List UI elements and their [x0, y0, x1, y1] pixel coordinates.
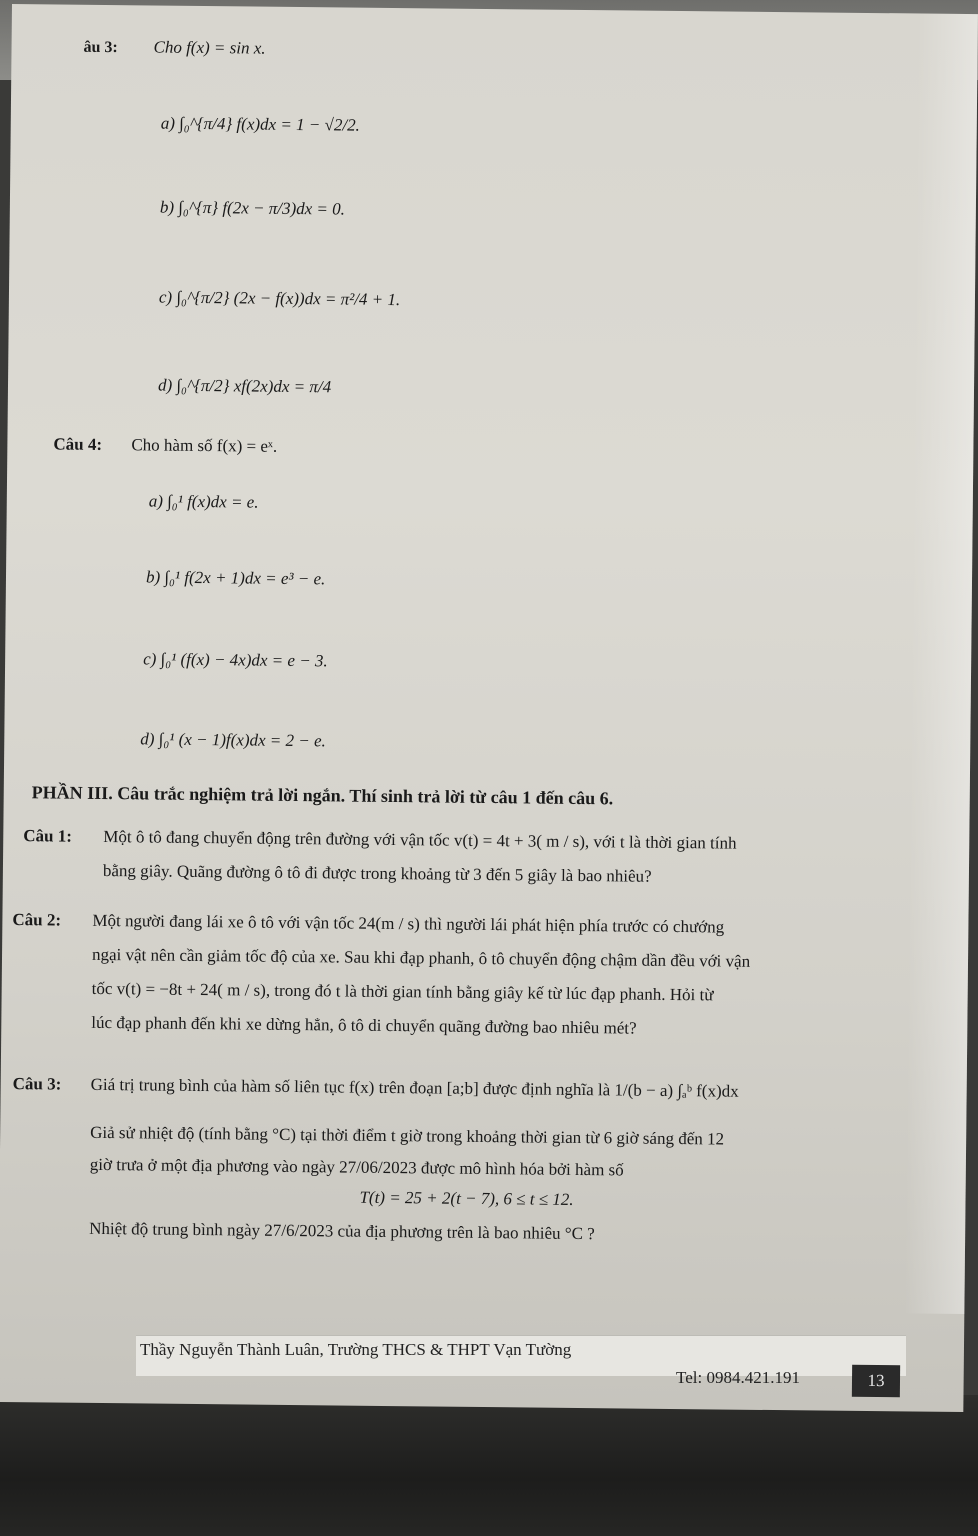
page-edge-highlight — [904, 13, 978, 1314]
footer-author: Thầy Nguyễn Thành Luân, Trường THCS & THPT Vạn Tường — [140, 1340, 572, 1359]
p3-line4: Nhiệt độ trung bình ngày 27/6/2023 của địa phương trên là bao nhiêu °C ? — [89, 1218, 595, 1244]
q4-label: Câu 4: — [53, 434, 103, 454]
p1-line1: Một ô tô đang chuyển động trên đường với vận tốc v(t) = 4t + 3( m / s), với t là thời gian tính — [103, 827, 737, 853]
p3-line2: Giả sử nhiệt độ (tính bằng °C) tại thời điểm t giờ trong khoảng thời gian từ 6 giờ sáng đến 12 — [90, 1122, 725, 1149]
q3-option-a: a) ∫₀^{π/4} f(x)dx = 1 − √2/2. — [160, 113, 360, 135]
p1-label: Câu 1: — [23, 826, 73, 846]
page-number: 13 — [852, 1365, 900, 1398]
p2-line1: Một người đang lái xe ô tô với vận tốc 24(m / s) thì người lái phát hiện phía trước có chướng — [92, 910, 725, 937]
p3-formula: T(t) = 25 + 2(t − 7), 6 ≤ t ≤ 12. — [359, 1187, 574, 1209]
p2-line4: lúc đạp phanh đến khi xe dừng hẳn, ô tô di chuyển quãng đường bao nhiêu mét? — [91, 1012, 637, 1038]
p1-line2: bằng giây. Quãng đường ô tô đi được trong khoảng từ 3 đến 5 giây là bao nhiêu? — [102, 861, 652, 886]
footer-tel: Tel: 0984.421.191 — [676, 1368, 800, 1387]
p3-label: Câu 3: — [12, 1074, 62, 1094]
q4-option-d: d) ∫₀¹ (x − 1)f(x)dx = 2 − e. — [140, 729, 326, 751]
q3-option-b: b) ∫₀^{π} f(2x − π/3)dx = 0. — [159, 197, 346, 219]
q4-option-a: a) ∫₀¹ f(x)dx = e. — [148, 491, 259, 512]
p2-line3: tốc v(t) = −8t + 24( m / s), trong đó t là thời gian tính bằng giây kế từ lúc đạp phanh. Hỏi từ — [91, 978, 714, 1005]
q3-intro: Cho f(x) = sin x. — [153, 37, 266, 58]
q4-option-b: b) ∫₀¹ f(2x + 1)dx = e³ − e. — [145, 567, 326, 589]
p2-line2: ngại vật nên cần giảm tốc độ của xe. Sau khi đạp phanh, ô tô chuyển động chậm dần đều với vận — [91, 944, 751, 971]
q3-option-c: c) ∫₀^{π/2} (2x − f(x))dx = π²/4 + 1. — [158, 287, 401, 310]
q3-label: âu 3: — [83, 38, 118, 57]
q3-option-d: d) ∫₀^{π/2} xf(2x)dx = π/4 — [157, 375, 332, 397]
q4-intro: Cho hàm số f(x) = eˣ. — [131, 435, 278, 456]
p3-line3: giờ trưa ở một địa phương vào ngày 27/06/2023 được mô hình hóa bởi hàm số — [89, 1154, 624, 1180]
background-bottom — [0, 1395, 978, 1536]
p3-line1: Giá trị trung bình của hàm số liên tục f(x) trên đoạn [a;b] được định nghĩa là 1/(b − a) ∫ₐᵇ f(x)dx — [90, 1074, 739, 1101]
q4-option-c: c) ∫₀¹ (f(x) − 4x)dx = e − 3. — [143, 649, 328, 671]
worksheet-page — [0, 4, 978, 1412]
part3-heading: PHẦN III. Câu trắc nghiệm trả lời ngắn. Thí sinh trả lời từ câu 1 đến câu 6. — [31, 782, 614, 809]
p2-label: Câu 2: — [12, 910, 62, 930]
